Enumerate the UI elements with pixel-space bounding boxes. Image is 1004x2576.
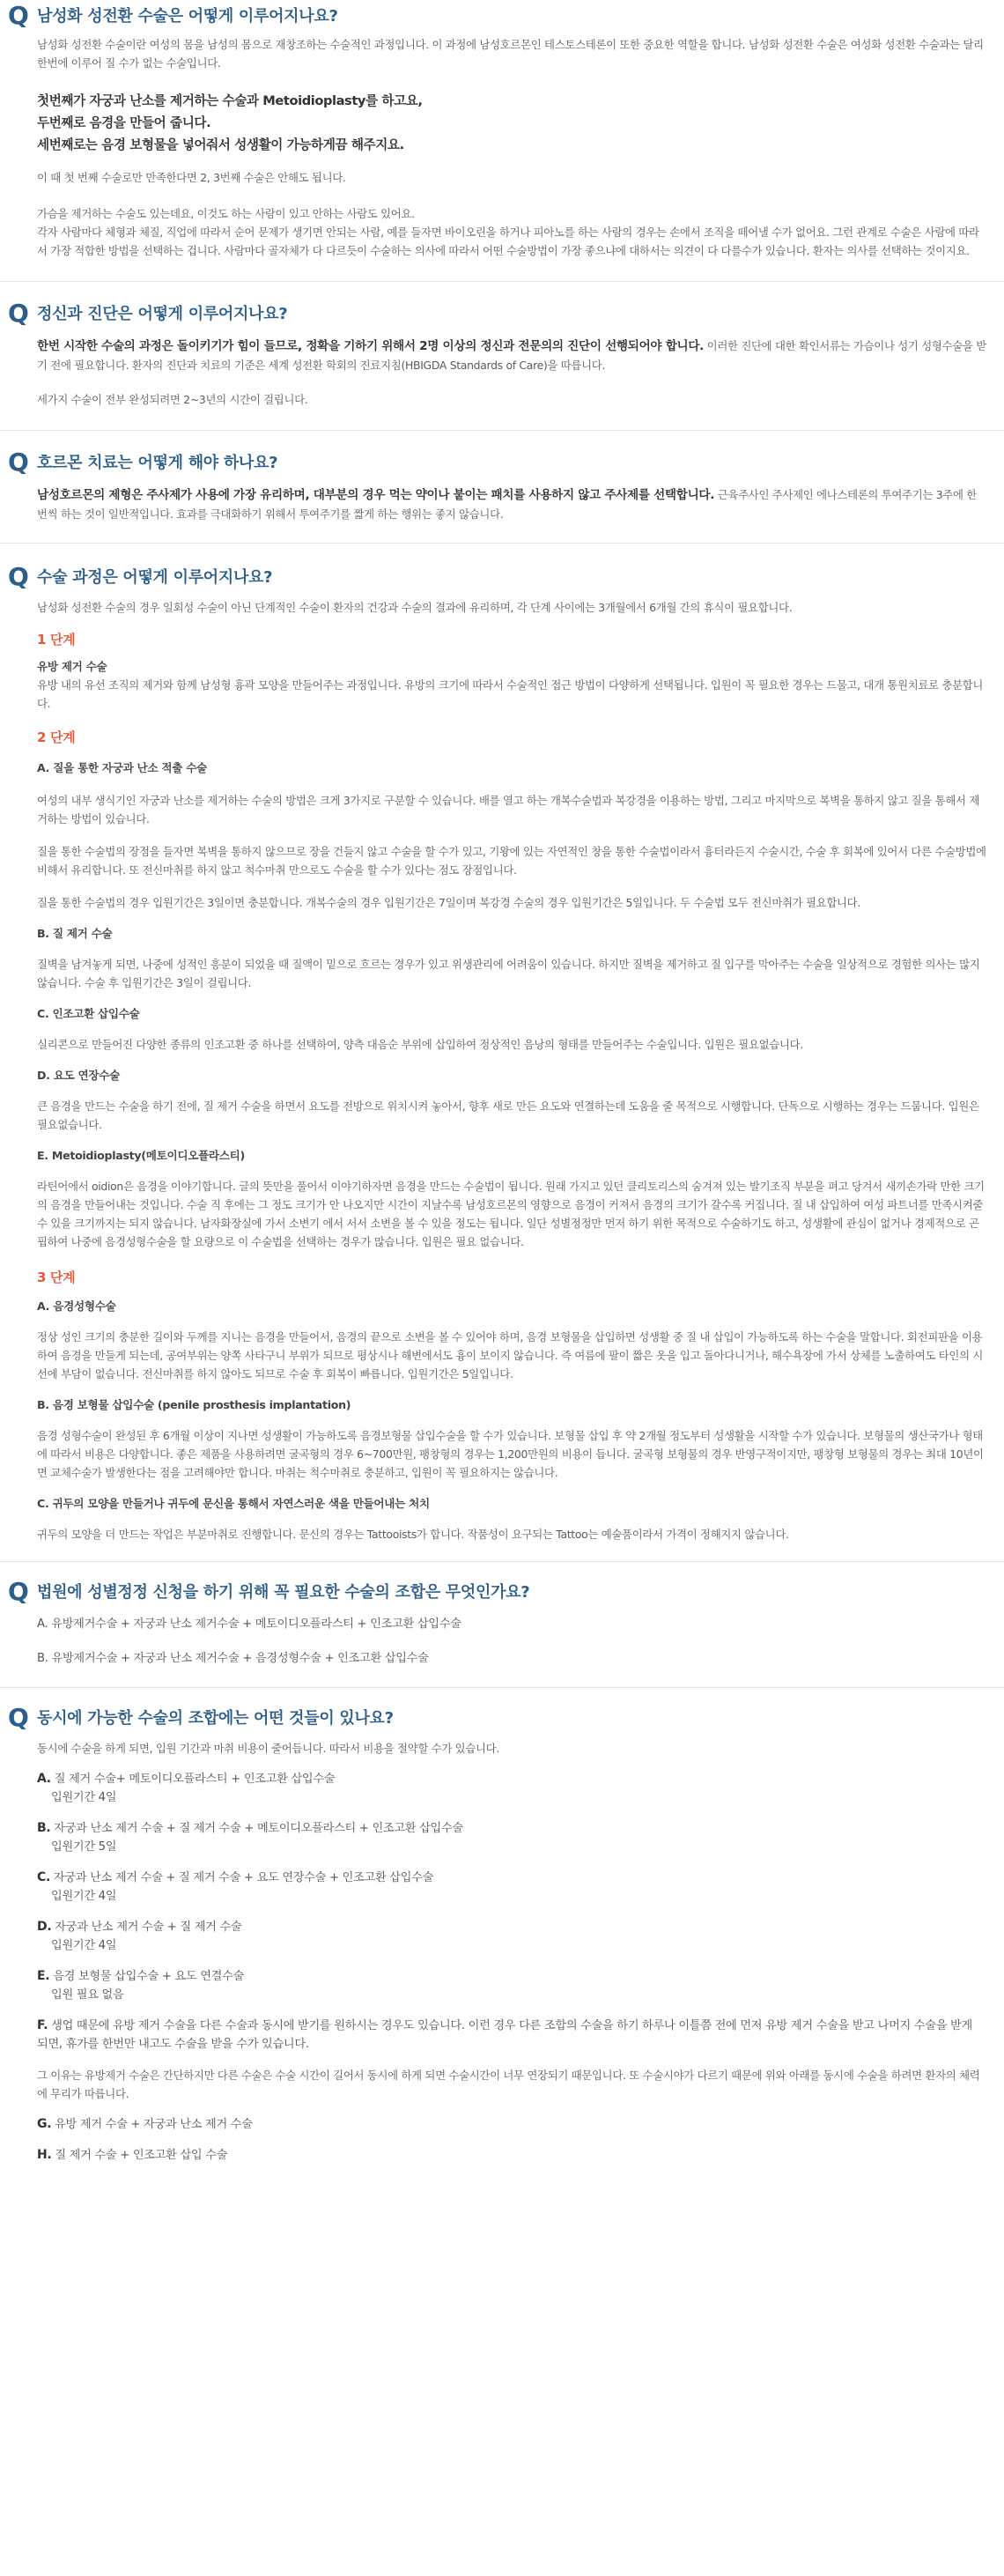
combo-letter: A. (37, 1772, 51, 1786)
subheading: A. 음경성형수술 (37, 1299, 116, 1313)
subheading: C. 귀두의 모양을 만들거나 귀두에 문신을 통해서 자연스러운 색을 만들어내는 처치 (37, 1497, 430, 1510)
combo-item (37, 2017, 986, 2054)
paragraph: 남성화 성전환 수술의 경우 일회성 수술이 아닌 단계적인 수술이 환자의 건강과 수술의 결과에 유리하며, 각 단계 사이에는 3개월에서 6개월 간의 휴식이 필요합니다. (37, 601, 793, 614)
paragraph: 이 때 첫 번째 수술로만 만족한다면 2, 3번째 수술은 안해도 됩니다. (37, 171, 346, 184)
paragraph: 큰 음경을 만드는 수술을 하기 전에, 질 제거 수술을 하면서 요도를 전방으로 위치시켜 놓아서, 향후 새로 만든 요도와 연결하는데 도움을 줄 목적으로 시행합니다. 단독으로 시행하는 경우는 드뭅니다. 입원은 필요없습니다. (37, 1099, 979, 1131)
combo-stay: 입원기간 4일 (51, 1939, 117, 1952)
subheading: B. 질 제거 수술 (37, 927, 113, 940)
combo-letter: F. (37, 2018, 48, 2032)
paragraph (37, 337, 986, 374)
step-line: 첫번째가 자궁과 난소를 제거하는 수술과 Metoidioplasty를 하고요, (37, 93, 423, 108)
paragraph: 각자 사람마다 체형과 체질, 직업에 따라서 순어 문제가 생기면 안되는 사람, 예를 들자면 바이오린을 하거나 피아노를 하는 사람의 경우는 손에서 조직을 떼어낼 수가 없어요. 그런 관계로 수술은 사람에 따라서 가장 적합한 방법을 선택하는 겁니다. 사람마다 골자체가 다 다르듯이 수술하는 의사에 따라서 어떤 수술방법이 가장 좋으냐에 대하서는 의견이 다 다를수가 있습니다. 환자는 의사를 선택하는 것이지요. (37, 226, 979, 257)
paragraph: 동시에 수술을 하게 되면, 입원 기간과 마취 비용이 줄어듭니다. 따라서 비용을 절약할 수가 있습니다. (37, 1742, 499, 1755)
question-heading (7, 1576, 997, 1606)
question-heading (7, 0, 997, 30)
combo-text: 음경 보형물 삽입수술 + 요도 연결수술 (49, 1970, 244, 1983)
paragraph: 질을 통한 수술법의 경우 입원기간은 3일이면 충분합니다. 개복수술의 경우 입원기간은 7일이며 복강경 수술의 경우 입원기간은 5일입니다. 두 수술법 모두 전신마취가 필요합니다. (37, 896, 860, 909)
paragraph: 질을 통한 수술법의 장점을 들자면 복벽을 통하지 않으므로 장을 건들지 않고 수술을 할 수가 있고, 기왕에 있는 자연적인 창을 통한 수술법이라서 흉터라든지 수술시간, 수술 후 회복에 있어서 다른 수술방법에 비해서 유리합니다. 또 전신마취를 하지 않고 척수마취 만으로도 수술을 할 수가 있다는 점도 장점입니다. (37, 845, 986, 877)
combo-text: 자궁과 난소 제거 수술 + 질 제거 수술 + 메토이디오플라스티 + 인조고환 삽입수술 (50, 1822, 463, 1835)
svg-text:Q: Q (8, 3, 29, 27)
paragraph: 세가지 수술이 전부 완성되려면 2~3년의 시간이 걸립니다. (37, 393, 308, 406)
question-title: 정신과 진단은 어떻게 이루어지나요? (37, 305, 288, 323)
section-psych (0, 282, 1004, 409)
paragraph: 질벽을 남겨놓게 되면, 나중에 성적인 흥분이 되었을 때 질액이 밑으로 흐르는 경우가 있고 위생관리에 어려움이 있습니다. 하지만 질벽을 제거하고 질 입구를 막아주는 수술을 일상적으로 경험한 의사는 많지 않습니다. 수술 후 입원기간은 3일이 걸립니다. (37, 958, 980, 989)
combo-item: B. 유방제거수술 + 자궁과 난소 제거수술 + 음경성형수술 + 인조고환 삽입수술 (37, 1652, 429, 1665)
paragraph: 남성화 성전환 수술이란 여성의 몸을 남성의 몸으로 재창조하는 수술적인 과정입니다. 이 과정에 남성호르몬인 테스토스테론이 또한 중요한 역할을 합니다. 남성화 성전환 수술은 여성화 성전환 수술과는 달리 한번에 이루어 질 수가 없는 수술입니다. (37, 38, 984, 70)
combo-text: 질 제거 수술+ 메토이디오플라스티 + 인조고환 삽입수술 (50, 1773, 336, 1786)
paragraph: 정상 성인 크기의 충분한 길이와 두께를 지니는 음경을 만들어서, 음경의 끝으로 소변을 볼 수 있어야 하며, 음경 보형물을 삽입하면 성생활 중 질 내 삽입이 가능하도록 하는 수술을 말합니다. 회전피판을 이용하여 음경을 만들게 되는데, 공여부위는 양쪽 사타구니 부위가 되므로 평상시나 해변에서도 흉이 보이지 않습니다. 즉 여름에 팔이 짧은 옷을 입고 돌아다니거나, 해수욕장에 가서 상체를 노출하여도 타인의 시선에 부담이 없습니다. 전신마취를 하지 않아도 되므로 수술 후 회복이 빠릅니다. 입원기간은 5일입니다. (37, 1330, 984, 1381)
combo-item (37, 2146, 986, 2165)
subheading: A. 질을 통한 자궁과 난소 적출 수술 (37, 761, 207, 774)
combo-item (37, 2115, 986, 2134)
combo-text: 자궁과 난소 제거 수술 + 질 제거 수술 + 요도 연장수술 + 인조고환 삽입수술 (50, 1871, 434, 1884)
question-title: 호르몬 치료는 어떻게 해야 하나요? (37, 454, 278, 472)
subheading: 유방 제거 수술 (37, 660, 107, 673)
subheading: E. Metoidioplasty(메토이디오플라스티) (37, 1149, 245, 1162)
step-line: 두번째로 음경을 만들어 줍니다. (37, 115, 211, 130)
section-mtf-surgery (0, 0, 1004, 260)
section-process (0, 544, 1004, 1543)
combo-text: 생업 때문에 유방 제거 수술을 다른 수술과 동시에 받기를 원하시는 경우도 있습니다. 이런 경우 다른 조합의 수술을 하기 하루나 이틀쯤 전에 먼저 유방 제거 수술을 받고 나머지 수술을 받게 되면, 휴가를 한번만 내고도 수술을 받을 수가 있습니다. (37, 2019, 972, 2051)
question-heading (7, 447, 997, 477)
question-title: 남성화 성전환 수술은 어떻게 이루어지나요? (37, 7, 338, 26)
combo-text: 질 제거 수술 + 인조고환 삽입 수술 (51, 2149, 228, 2162)
text: 근육주사인 주사제인 에나스테론의 투여주기는 3주에 한번씩 하는 것이 일반적입니다. 효과를 극대화하기 위해서 투여주기를 짧게 하는 행위는 좋지 않습니다. (37, 488, 977, 521)
combo-text: 유방 제거 수술 + 자궁과 난소 제거 수술 (51, 2118, 253, 2131)
paragraph: 라틴어에서 oidion은 음경을 이야기합니다. 글의 뜻만을 풀어서 이야기하자면 음경을 만드는 수술법이 됩니다. 원래 가지고 있던 클리토리스의 숨겨져 있는 발기조직 부분을 펴고 당겨서 새끼손가락 만한 크기의 음경을 만들어내는 것입니다. 수술 직 후에는 그 정도 크기가 안 나오지만 시간이 지날수록 남성호르몬의 영향으로 음경이 커져서 음경의 크기가 갈수록 커집니다. 질 내 삽입하여 여성 파트너를 만족시켜줄 수 있을 크기까지는 되지 않습니다. 남자화장실에 가서 소변기 에서 서서 소변을 볼 수 있을 정도는 됩니다. 일단 성별정정만 먼저 하기 위한 목적으로 수술하기도 하고, 성생활에 관심이 없거나 경제적으로 곤핍하여 나중에 음경성형수술을 할 요량으로 이 수술법을 선택하는 경우가 많습니다. 입원은 필요 없습니다. (37, 1180, 985, 1248)
combo-stay: 입원기간 4일 (51, 1791, 117, 1804)
text: 이러한 진단에 대한 확인서류는 가슴이나 성기 성형수술을 받기 전에 필요합니다. 환자의 진단과 치료의 기준은 세계 성전환 학회의 진료지침(HBIGDA Standards of Care)을 따릅니다. (37, 339, 986, 372)
combo-item (37, 1967, 986, 2004)
bold-text: 남성호르몬의 제형은 주사제가 사용에 가장 유리하며, 대부분의 경우 먹는 약이나 붙이는 패치를 사용하지 않고 주사제를 선택합니다. (37, 488, 715, 502)
stage-label: 1 단계 (37, 632, 76, 648)
svg-text:Q: Q (8, 300, 29, 325)
question-title: 동시에 가능한 수술의 조합에는 어떤 것들이 있나요? (37, 1709, 394, 1728)
q-icon (7, 300, 32, 325)
paragraph: 음경 성형수술이 완성된 후 6개월 이상이 지나면 성생활이 가능하도록 음경보형물 삽입수술을 할 수가 있습니다. 보형물 삽입 후 약 2개월 정도부터 성생활을 시작할 수가 있습니다. 보형물의 생산국가나 형태에 따라서 비용은 다양합니다. 좋은 제품을 사용하려면 굴곡형의 경우 6~700만원, 팽창형의 경우는 1,200만원의 비용이 듭니다. 굴곡형 보형물의 경우 반영구적이지만, 팽창형 보형물의 경우는 최대 10년이면 교체수술가 발생한다는 점을 고려해야만 합니다. 마취는 척수마취로 충분하고, 입원이 꼭 필요하지는 않습니다. (37, 1429, 984, 1479)
combo-letter: C. (37, 1870, 50, 1884)
combo-item (37, 1918, 986, 1955)
paragraph: 유방 내의 유선 조직의 제거와 함께 남성형 흉곽 모양을 만들어주는 과정입니다. 유방의 크기에 따라서 수술적인 접근 방법이 다양하게 선택됩니다. 입원이 꼭 필요한 경우는 드물고, 대개 통원치료로 충분합니다. (37, 678, 984, 710)
svg-text:Q: Q (8, 564, 29, 588)
q-icon (7, 1705, 32, 1729)
q-icon (7, 564, 32, 588)
svg-text:Q: Q (8, 449, 29, 474)
bold-text: 한번 시작한 수술의 과정은 돌이키기가 힘이 들므로, 정확을 기하기 위해서 2명 이상의 정신과 전문의의 진단이 선행되어야 합니다. (37, 339, 705, 353)
paragraph: 귀두의 모양을 더 만드는 작업은 부분마취로 진행합니다. 문신의 경우는 Tattooists가 합니다. 작품성이 요구되는 Tattoo는 예술품이라서 가격이 정해지지 않습니다. (37, 1528, 789, 1541)
subheading: D. 요도 연장수술 (37, 1069, 121, 1082)
combo-stay: 입원 필요 없음 (51, 1988, 124, 2002)
svg-text:Q: Q (8, 1705, 29, 1729)
paragraph: 가슴을 제거하는 수술도 있는데요, 이것도 하는 사람이 있고 안하는 사람도 있어요. (37, 207, 415, 220)
section-legal-combo (0, 1562, 1004, 1668)
question-heading (7, 1702, 997, 1732)
stage-label: 2 단계 (37, 729, 76, 745)
section-hormone (0, 431, 1004, 523)
combo-item (37, 1770, 986, 1807)
subheading: C. 인조고환 삽입수술 (37, 1007, 140, 1020)
paragraph: 여성의 내부 생식기인 자궁과 난소를 제거하는 수술의 방법은 크게 3가지로 구분할 수 있습니다. 배를 열고 하는 개복수술법과 복강경을 이용하는 방법, 그리고 마지막으로 복벽을 통하지 않고 질을 통해서 제거하는 방법이 있습니다. (37, 794, 979, 825)
q-icon (7, 449, 32, 474)
combo-letter: B. (37, 1821, 51, 1835)
combo-letter: E. (37, 1969, 50, 1983)
step-line: 세번째로는 음경 보형물을 넣어줘서 성생활이 가능하게끔 해주지요. (37, 137, 404, 152)
combo-item: A. 유방제거수술 + 자궁과 난소 제거수술 + 메토이디오플라스티 + 인조고환 삽입수술 (37, 1617, 461, 1631)
combo-item (37, 1819, 986, 1856)
paragraph (37, 485, 986, 523)
q-icon (7, 3, 32, 27)
q-icon (7, 1579, 32, 1603)
combo-letter: H. (37, 2148, 52, 2162)
svg-text:Q: Q (8, 1579, 29, 1603)
combo-letter: D. (37, 1920, 52, 1934)
question-heading (7, 561, 997, 591)
paragraph: 실리콘으로 만들어진 다양한 종류의 인조고환 중 하나를 선택하여, 양측 대음순 부위에 삽입하여 정상적인 음낭의 형태를 만들어주는 수술입니다. 입원은 필요없습니다. (37, 1038, 803, 1051)
stage-label: 3 단계 (37, 1269, 76, 1285)
subheading: B. 음경 보형물 삽입수술 (penile prosthesis implantation) (37, 1398, 351, 1411)
section-combos (0, 1688, 1004, 2165)
combo-text: 자궁과 난소 제거 수술 + 질 제거 수술 (51, 1921, 242, 1934)
combo-item (37, 1869, 986, 1906)
question-title: 수술 과정은 어떻게 이루어지나요? (37, 568, 273, 587)
combo-letter: G. (37, 2117, 52, 2131)
question-title: 법원에 성별정정 신청을 하기 위해 꼭 필요한 수술의 조합은 무엇인가요? (37, 1583, 530, 1602)
combo-stay: 입원기간 4일 (51, 1890, 117, 1903)
question-heading (7, 298, 997, 328)
paragraph: 그 이유는 유방제거 수술은 간단하지만 다른 수술은 수술 시간이 길어서 동시에 하게 되면 수술시간이 너무 연장되기 때문입니다. 또 수술시야가 다르기 때문에 위와 아래를 동시에 수술을 하려면 환자의 체력에 무리가 따릅니다. (37, 2069, 980, 2100)
combo-stay: 입원기간 5일 (51, 1840, 117, 1854)
